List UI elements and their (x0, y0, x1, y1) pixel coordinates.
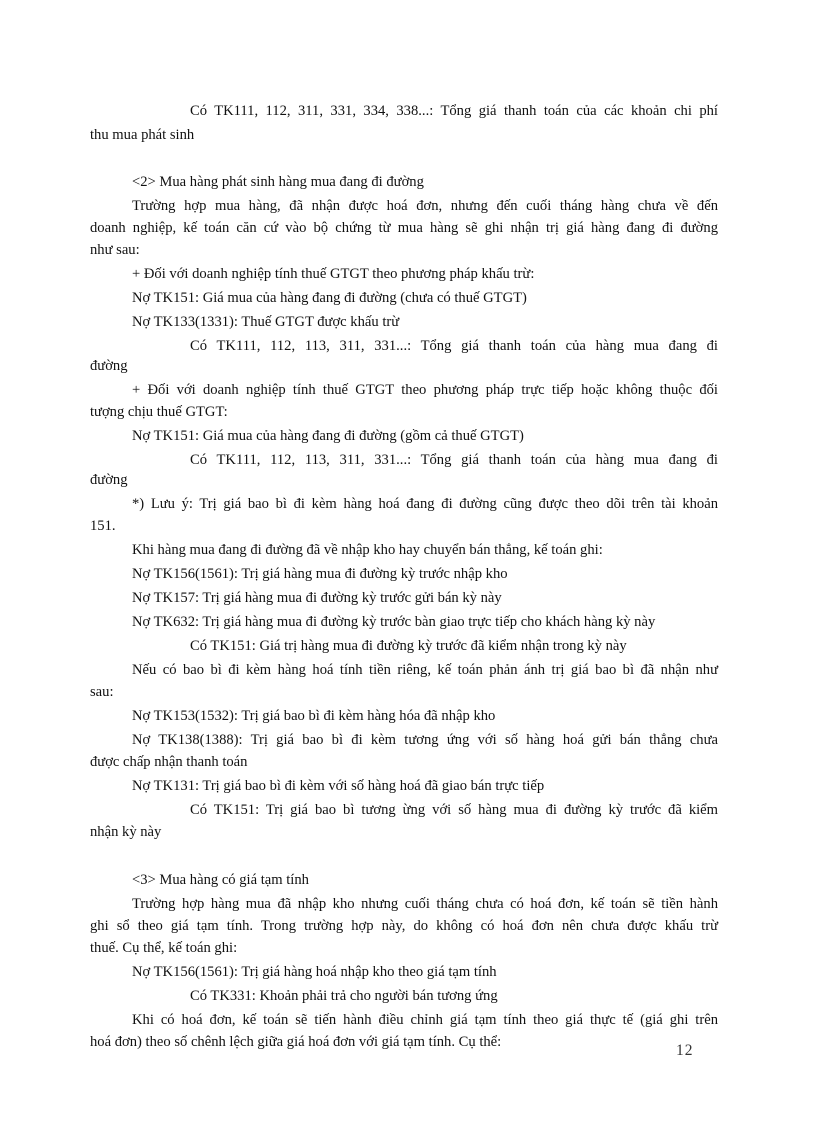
text-line: Nợ TK133(1331): Thuế GTGT được khấu trừ (132, 314, 400, 330)
text-line: *) Lưu ý: Trị giá bao bì đi kèm hàng hoá đang đi đường cũng được theo dõi trên tài khoản (132, 496, 718, 512)
text-line: Khi hàng mua đang đi đường đã về nhập kho hay chuyển bán thẳng, kế toán ghi: (132, 542, 603, 558)
page-number: 12 (676, 1042, 694, 1059)
section-heading: <3> Mua hàng có giá tạm tính (132, 872, 309, 888)
text-line: doanh nghiệp, kế toán căn cứ vào bộ chứng từ mua hàng sẽ ghi nhận trị giá hàng đang đi đường (90, 220, 718, 236)
text-line: Nợ TK156(1561): Trị giá hàng hoá nhập kho theo giá tạm tính (132, 964, 497, 980)
text-line: hoá đơn) theo số chênh lệch giữa giá hoá đơn với giá tạm tính. Cụ thể: (90, 1034, 502, 1050)
text-line: đường (90, 358, 128, 374)
text-line: ghi sổ theo giá tạm tính. Trong trường hợp này, do không có hoá đơn nên chưa được khấu trừ (90, 918, 718, 934)
text-line: như sau: (90, 242, 140, 258)
text-line: Nợ TK153(1532): Trị giá bao bì đi kèm hàng hóa đã nhập kho (132, 708, 496, 724)
text-line: sau: (90, 684, 114, 700)
text-line: thu mua phát sinh (90, 127, 195, 143)
text-line: + Đối với doanh nghiệp tính thuế GTGT theo phương pháp khấu trừ: (132, 266, 535, 282)
text-line: nhận kỳ này (90, 824, 162, 840)
text-line: Nợ TK131: Trị giá bao bì đi kèm với số hàng hoá đã giao bán trực tiếp (132, 778, 545, 794)
text-line: thuế. Cụ thể, kế toán ghi: (90, 940, 238, 956)
text-line: Trường hợp mua hàng, đã nhận được hoá đơn, nhưng đến cuối tháng hàng chưa về đến (132, 198, 718, 214)
text-line: 151. (90, 518, 116, 534)
text-line: Có TK151: Trị giá bao bì tương ừng với số hàng mua đi đường kỳ trước đã kiểm (190, 802, 718, 818)
text-line: Có TK111, 112, 113, 311, 331...: Tổng giá thanh toán của hàng mua đang đi (190, 452, 718, 468)
section-heading: <2> Mua hàng phát sinh hàng mua đang đi đường (132, 174, 424, 190)
text-line: + Đối với doanh nghiệp tính thuế GTGT theo phương pháp trực tiếp hoặc không thuộc đối (132, 382, 718, 398)
text-line: Nợ TK156(1561): Trị giá hàng mua đi đường kỳ trước nhập kho (132, 566, 508, 582)
text-line: Có TK111, 112, 311, 331, 334, 338...: Tổng giá thanh toán của các khoản chi phí (190, 103, 718, 119)
text-line: được chấp nhận thanh toán (90, 754, 248, 770)
text-line: Nợ TK138(1388): Trị giá bao bì đi kèm tương ứng với số hàng hoá gửi bán thẳng chưa (132, 732, 718, 748)
text-line: Nợ TK151: Giá mua của hàng đang đi đường (gồm cả thuế GTGT) (132, 428, 524, 444)
text-line: Nợ TK151: Giá mua của hàng đang đi đường (chưa có thuế GTGT) (132, 290, 527, 306)
text-line: đường (90, 472, 128, 488)
text-line: Nợ TK157: Trị giá hàng mua đi đường kỳ trước gửi bán kỳ này (132, 590, 502, 606)
text-line: Có TK111, 112, 113, 311, 331...: Tổng giá thanh toán của hàng mua đang đi (190, 338, 718, 354)
text-line: Có TK331: Khoản phải trả cho người bán tương ứng (190, 988, 498, 1004)
text-line: Có TK151: Giá trị hàng mua đi đường kỳ trước đã kiểm nhận trong kỳ này (190, 638, 627, 654)
text-line: Khi có hoá đơn, kế toán sẽ tiến hành điều chỉnh giá tạm tính theo giá thực tế (giá ghi trên (132, 1012, 718, 1028)
text-line: Nợ TK632: Trị giá hàng mua đi đường kỳ trước bàn giao trực tiếp cho khách hàng kỳ này (132, 614, 656, 630)
text-line: tượng chịu thuế GTGT: (90, 404, 228, 420)
text-line: Nếu có bao bì đi kèm hàng hoá tính tiền riêng, kế toán phản ánh trị giá bao bì đã nhận như (132, 662, 718, 678)
text-line: Trường hợp hàng mua đã nhập kho nhưng cuối tháng chưa có hoá đơn, kế toán sẽ tiền hành (132, 896, 718, 912)
